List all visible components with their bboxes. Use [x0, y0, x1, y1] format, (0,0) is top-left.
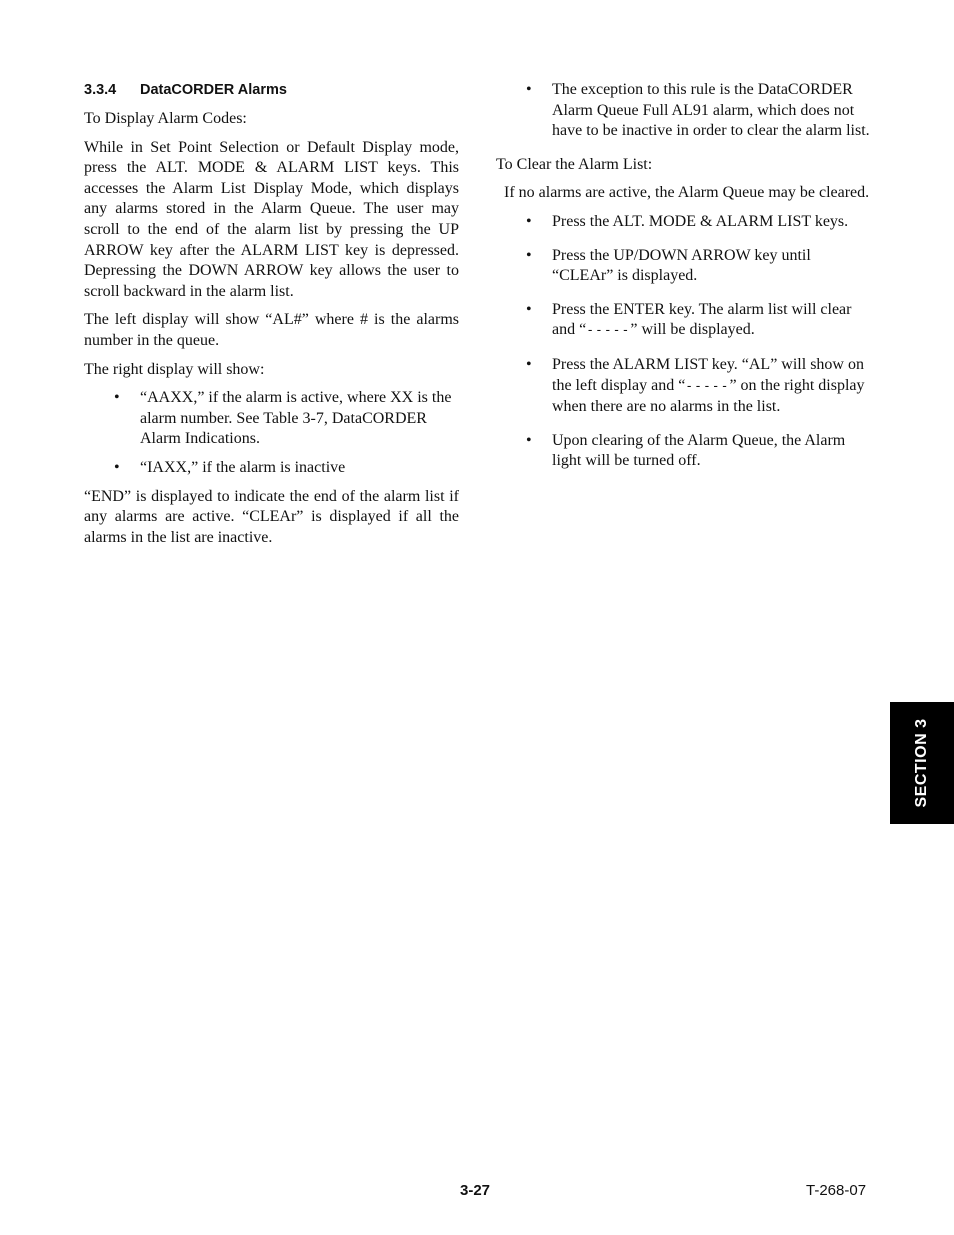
- right-display-paragraph: The right display will show:: [84, 360, 265, 378]
- end-paragraph: “END” is displayed to indicate the end of the alarm list if any alarms are active. “CLEAr” is displayed if all the alarms in the list are inactive.: [84, 487, 459, 546]
- left-display-paragraph: The left display will show “AL#” where # is the alarms number in the queue.: [84, 311, 459, 349]
- section-number: 3.3.4: [84, 82, 117, 98]
- list-item-text: Press the ALT. MODE & ALARM LIST keys.: [552, 212, 849, 230]
- list-item-text: “AAXX,” if the alarm is active, where XX is the alarm number. See Table 3-7, DataCORDER Alarm Indications.: [140, 389, 452, 448]
- left-column: [84, 80, 459, 556]
- document-number: T-268-07: [806, 1182, 867, 1199]
- section-tab-label: SECTION 3: [913, 718, 930, 808]
- list-item: [496, 431, 870, 472]
- section-title: DataCORDER Alarms: [140, 82, 287, 98]
- bullet-glyph: •: [526, 300, 532, 318]
- exception-list: [496, 80, 870, 142]
- clear-list-label: To Clear the Alarm List:: [496, 155, 653, 173]
- list-item-text: Press the UP/DOWN ARROW key until “CLEAr” is displayed.: [552, 246, 811, 285]
- list-item: [496, 80, 870, 142]
- bullet-glyph: •: [526, 81, 532, 98]
- bullet-glyph: •: [114, 458, 120, 476]
- clear-condition-paragraph: If no alarms are active, the Alarm Queue may be cleared.: [504, 184, 870, 202]
- section-heading: [84, 80, 459, 100]
- alarm-list-paragraph: While in Set Point Selection or Default Display mode, press the ALT. MODE & ALARM LIST keys. This accesses the Alarm List Display Mode, which displays any alarms stored in the Alarm Queue. The user may scroll to the end of the alarm list by pressing the UP ARROW key after the ALARM LIST key is depressed. Depressing the DOWN ARROW key allows the user to scroll backward in the alarm list.: [84, 138, 459, 300]
- page-number: 3-27: [460, 1182, 491, 1199]
- section-tab: [890, 702, 954, 824]
- right-column: [496, 80, 870, 485]
- bullet-glyph: •: [526, 355, 532, 373]
- right-display-list: [84, 388, 459, 478]
- list-item: [496, 246, 870, 287]
- list-item: [84, 388, 459, 450]
- dash-code: -----: [586, 323, 631, 339]
- list-item: [496, 300, 870, 342]
- list-item-text: Press the ALARM LIST key. “AL” will show on the left display and “: [552, 355, 864, 394]
- display-codes-label: To Display Alarm Codes:: [84, 110, 247, 127]
- clear-steps-list: [496, 212, 870, 472]
- list-item: [496, 212, 870, 233]
- dash-code: -----: [685, 378, 730, 394]
- bullet-glyph: •: [526, 246, 532, 264]
- list-item-text: Press the ENTER key. The alarm list will clear and “: [552, 300, 852, 339]
- list-item-text: The exception to this rule is the DataCORDER Alarm Queue Full AL91 alarm, which does not have to be inactive in order to clear the alarm list.: [552, 81, 870, 140]
- list-item: [496, 355, 870, 418]
- bullet-glyph: •: [526, 212, 532, 230]
- list-item-text: ” will be displayed.: [630, 321, 755, 339]
- list-item-text: “IAXX,” if the alarm is inactive: [140, 458, 346, 476]
- list-item: [84, 458, 459, 479]
- list-item-text: ” on the right display when there are no alarms in the list.: [552, 376, 865, 416]
- list-item-text: Upon clearing of the Alarm Queue, the Alarm light will be turned off.: [552, 431, 846, 470]
- bullet-glyph: •: [114, 389, 120, 407]
- bullet-glyph: •: [526, 431, 532, 449]
